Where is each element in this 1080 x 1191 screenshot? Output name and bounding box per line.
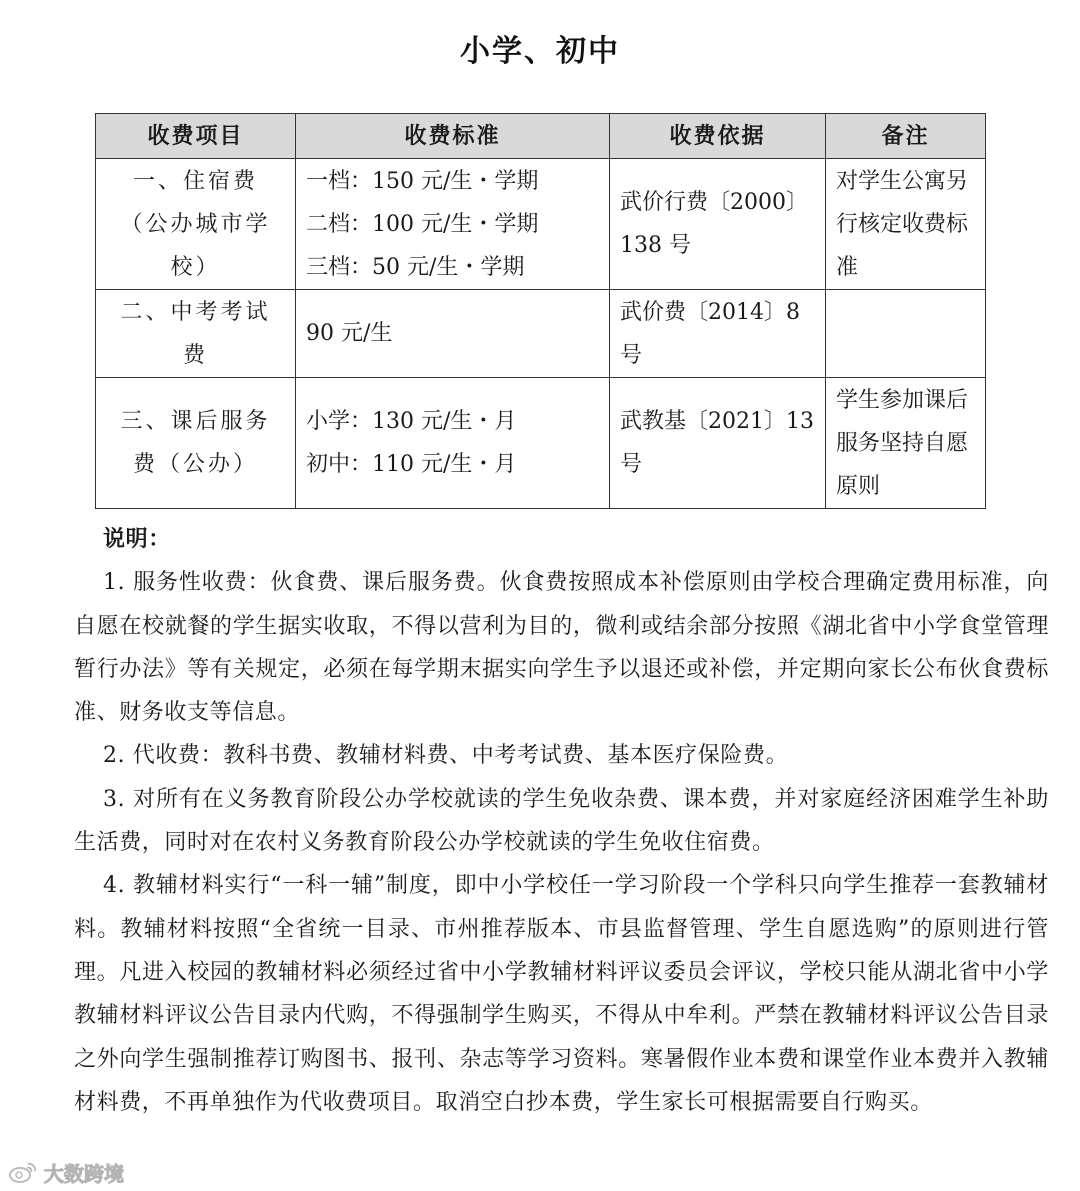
table-row [96, 378, 986, 509]
page-title: 小学、初中 [460, 34, 620, 69]
remarks-cell [826, 290, 986, 378]
fee-basis-cell: 武价行费〔2000〕138 号 [610, 159, 826, 290]
fee-standard-cell [296, 290, 610, 378]
fee-standard-line: 90 元/生 [306, 321, 393, 346]
fee-standard-line: 小学：130 元/生・月 [306, 409, 517, 434]
header-fee-standard: 收费标准 [296, 114, 610, 159]
note-paragraph: 3. 对所有在义务教育阶段公办学校就读的学生免收杂费、课本费，并对家庭经济困难学生补助生活费，同时对在农村义务教育阶段公办学校就读的学生免收住宿费。 [74, 786, 1049, 856]
fee-basis-cell: 武价费〔2014〕8 号 [610, 290, 826, 378]
table-row [96, 159, 986, 290]
fee-basis-cell: 武教基〔2021〕13 号 [610, 378, 826, 509]
remarks-cell: 学生参加课后服务坚持自愿原则 [826, 378, 986, 509]
fee-item-cell: 二、中考考试费 [96, 290, 296, 378]
header-fee-basis: 收费依据 [610, 114, 826, 159]
remarks-cell: 对学生公寓另行核定收费标准 [826, 159, 986, 290]
notes-heading: 说明： [103, 526, 171, 552]
table-header-row [96, 114, 986, 159]
watermark-text: 大数跨境 [44, 1161, 124, 1186]
fee-item-cell: 三、课后服务费（公办） [96, 378, 296, 509]
weibo-logo-icon [8, 1160, 38, 1184]
notes-section [74, 518, 1049, 1124]
header-remarks: 备注 [826, 114, 986, 159]
note-paragraph: 1. 服务性收费：伙食费、课后服务费。伙食费按照成本补偿原则由学校合理确定费用标准，向自愿在校就餐的学生据实收取，不得以营利为目的，微利或结余部分按照《湖北省中小学食堂管理暂行办法》等有关规定，必须在每学期末据实向学生予以退还或补偿，并定期向家长公布伙食费标准、财务收支等信息。 [74, 570, 1049, 726]
header-fee-item: 收费项目 [96, 114, 296, 159]
fee-standard-cell [296, 378, 610, 509]
fee-standard-line: 初中：110 元/生・月 [306, 452, 517, 477]
note-paragraph: 2. 代收费：教科书费、教辅材料费、中考考试费、基本医疗保险费。 [103, 743, 789, 769]
fee-item-cell: 一、住宿费（公办城市学校） [96, 159, 296, 290]
fee-standard-line: 三档：50 元/生・学期 [306, 254, 525, 280]
note-paragraph: 4. 教辅材料实行“一科一辅”制度，即中小学校任一学习阶段一个学科只向学生推荐一套教辅材料。教辅材料按照“全省统一目录、市州推荐版本、市县监督管理、学生自愿选购”的原则进行管理。凡进入校园的教辅材料必须经过省中小学教辅材料评议委员会评议，学校只能从湖北省中小学教辅材料评议公告目录内代购，不得强制学生购买，不得从中牟利。严禁在教辅材料评议公告目录之外向学生强制推荐订购图书、报刊、杂志等学习资料。寒暑假作业本费和课堂作业本费并入教辅材料费，不再单独作为代收费项目。取消空白抄本费，学生家长可根据需要自行购买。 [74, 873, 1049, 1115]
fee-standard-cell [296, 159, 610, 290]
fee-table [95, 113, 986, 509]
fee-standard-line: 一档：150 元/生・学期 [306, 168, 539, 194]
fee-standard-line: 二档：100 元/生・学期 [306, 211, 539, 237]
watermark [8, 1158, 124, 1186]
table-row [96, 290, 986, 378]
